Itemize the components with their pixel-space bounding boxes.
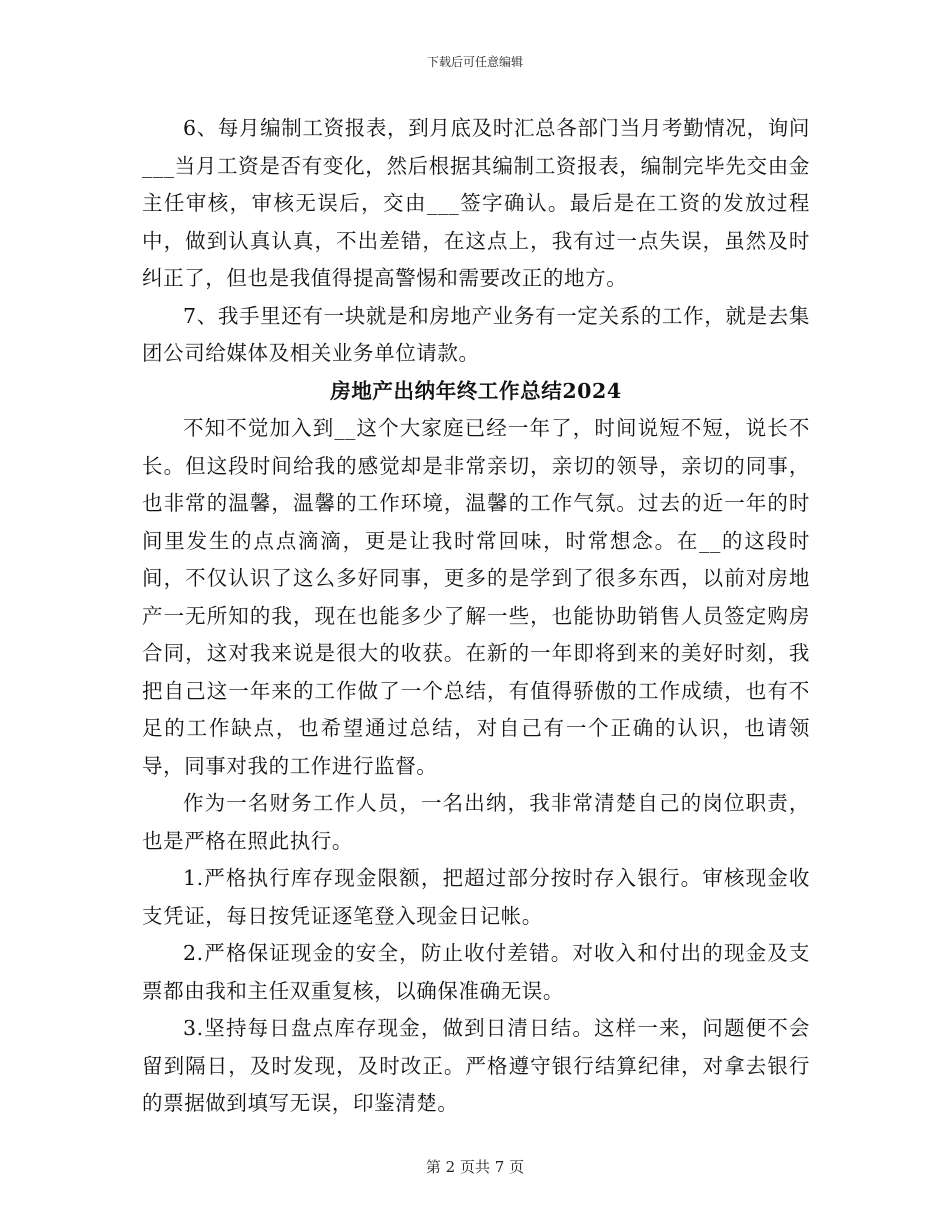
paragraph-duties: 作为一名财务工作人员，一名出纳，我非常清楚自己的岗位职责，也是严格在照此执行。 (142, 791, 810, 853)
section-title: 房地产出纳年终工作总结2024 (330, 378, 622, 403)
paragraph-duty-3: 3.坚持每日盘点库存现金，做到日清日结。这样一来，问题便不会留到隔日，及时发现，及时改正。严格遵守银行结算纪律，对拿去银行的票据做到填写无误，印鉴清楚。 (142, 1016, 810, 1115)
document-body (142, 110, 810, 1123)
paragraph-item-6: 6、每月编制工资报表，到月底及时汇总各部门当月考勤情况，询问___当月工资是否有变化，然后根据其编制工资报表，编制完毕先交由金主任审核，审核无误后，交由___签字确认。最后是在工资的发放过程中，做到认真认真，不出差错，在这点上，我有过一点失误，虽然及时纠正了，但也是我值得提高警惕和需要改正的地方。 (142, 116, 810, 290)
paragraph-item-7: 7、我手里还有一块就是和房地产业务有一定关系的工作，就是去集团公司给媒体及相关业务单位请款。 (142, 303, 810, 365)
page-header: 下载后可任意编辑 (426, 55, 523, 69)
paragraph-duty-2: 2.严格保证现金的安全，防止收付差错。对收入和付出的现金及支票都由我和主任双重复核，以确保准确无误。 (142, 941, 810, 1003)
page-footer: 第 2 页共 7 页 (425, 1158, 525, 1176)
paragraph-intro: 不知不觉加入到__这个大家庭已经一年了，时间说短不短，说长不长。但这段时间给我的感觉却是非常亲切，亲切的领导，亲切的同事，也非常的温馨，温馨的工作环境，温馨的工作气氛。过去的近一年的时间里发生的点点滴滴，更是让我时常回味，时常想念。在__的这段时间，不仅认识了这么多好同事，更多的是学到了很多东西，以前对房地产一无所知的我，现在也能多少了解一些，也能协助销售人员签定购房合同，这对我来说是很大的收获。在新的一年即将到来的美好时刻，我把自己这一年来的工作做了一个总结，有值得骄傲的工作成绩，也有不足的工作缺点，也希望通过总结，对自己有一个正确的认识，也请领导，同事对我的工作进行监督。 (142, 416, 810, 778)
paragraph-duty-1: 1.严格执行库存现金限额，把超过部分按时存入银行。审核现金收支凭证，每日按凭证逐笔登入现金日记帐。 (142, 866, 810, 928)
